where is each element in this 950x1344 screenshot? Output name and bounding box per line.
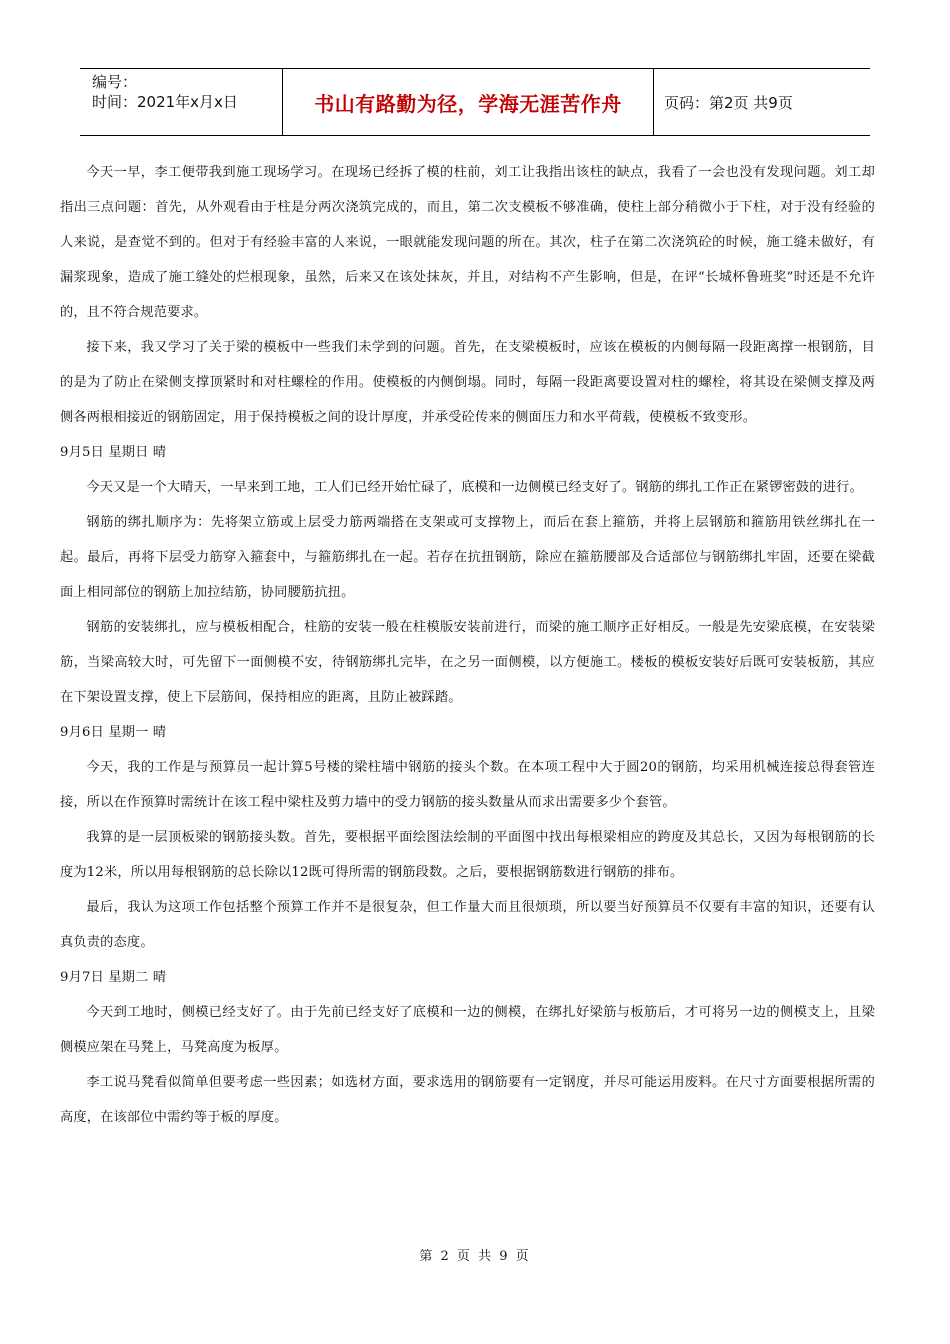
body-paragraph: 我算的是一层顶板梁的钢筋接头数。首先，要根据平面绘图法绘制的平面图中找出每根梁相应的跨度及其总长，又因为每根钢筋的长度为12米，所以用每根钢筋的总长除以12既可得所需的钢筋段数。之后，要根据钢筋数进行钢筋的排布。 [60, 830, 875, 880]
body-paragraph: 接下来，我又学习了关于梁的模板中一些我们未学到的问题。首先，在支梁模板时，应该在模板的内侧每隔一段距离撑一根钢筋，目的是为了防止在梁侧支撑顶紧时和对柱螺栓的作用。使模板的内侧倒塌。同时，每隔一段距离要设置对柱的螺栓，将其设在梁侧支撑及两侧各两根相接近的钢筋固定，用于保持模板之间的设计厚度，并承受砼传来的侧面压力和水平荷载，使模板不致变形。 [60, 340, 875, 425]
diary-date-heading: 9月7日 星期二 晴 [60, 970, 167, 985]
body-paragraph: 今天一早，李工便带我到施工现场学习。在现场已经拆了模的柱前，刘工让我指出该柱的缺点，我看了一会也没有发现问题。刘工却指出三点问题：首先，从外观看由于柱是分两次浇筑完成的，而且，第二次支模板不够准确，使柱上部分稍微小于下柱，对于没有经验的人来说，是查觉不到的。但对于有经验丰富的人来说，一眼就能发现问题的所在。其次，柱子在第二次浇筑砼的时候，施工缝未做好，有漏浆现象，造成了施工缝处的烂根现象，虽然，后来又在该处抹灰，并且，对结构不产生影响，但是，在评“长城杯鲁班奖”时还是不允许的，且不符合规范要求。 [60, 165, 875, 320]
body-paragraph: 今天又是一个大晴天，一早来到工地，工人们已经开始忙碌了，底模和一边侧模已经支好了。钢筋的绑扎工作正在紧锣密鼓的进行。 [86, 480, 863, 495]
document-date: 时间：2021年x月x日 [92, 93, 238, 111]
body-paragraph: 最后，我认为这项工作包括整个预算工作并不是很复杂，但工作量大而且很烦琐，所以要当好预算员不仅要有丰富的知识，还要有认真负责的态度。 [60, 900, 875, 950]
header-page-code: 页码：第2页 共9页 [664, 93, 793, 112]
document-header [80, 68, 870, 136]
header-meta [80, 69, 282, 135]
document-number: 编号： [92, 73, 138, 91]
page-footer: 第 2 页 共 9 页 [419, 1249, 531, 1264]
body-paragraph: 李工说马凳看似简单但要考虑一些因素；如选材方面，要求选用的钢筋要有一定钢度，并尽可能运用废料。在尺寸方面要根据所需的高度，在该部位中需约等于板的厚度。 [60, 1075, 875, 1125]
diary-date-heading: 9月6日 星期一 晴 [60, 725, 167, 740]
diary-date-heading: 9月5日 星期日 晴 [60, 445, 167, 460]
header-motto: 书山有路勤为径，学海无涯苦作舟 [282, 69, 654, 135]
body-paragraph: 钢筋的安装绑扎，应与模板相配合，柱筋的安装一般在柱模版安装前进行，而梁的施工顺序正好相反。一般是先安梁底模，在安装梁筋，当梁高较大时，可先留下一面侧模不安，待钢筋绑扎完毕，在之另一面侧模，以方便施工。楼板的模板安装好后既可安装板筋，其应在下架设置支撑，使上下层筋间，保持相应的距离，且防止被踩踏。 [60, 620, 875, 705]
document-body [60, 155, 875, 1135]
body-paragraph: 今天，我的工作是与预算员一起计算5号楼的梁柱墙中钢筋的接头个数。在本项工程中大于圆20的钢筋，均采用机械连接总得套管连接，所以在作预算时需统计在该工程中梁柱及剪力墙中的受力钢筋的接头数量从而求出需要多少个套管。 [60, 760, 875, 810]
body-paragraph: 钢筋的绑扎顺序为：先将架立筋或上层受力筋两端搭在支架或可支撑物上，而后在套上箍筋，并将上层钢筋和箍筋用铁丝绑扎在一起。最后，再将下层受力筋穿入箍套中，与箍筋绑扎在一起。若存在抗扭钢筋，除应在箍筋腰部及合适部位与钢筋绑扎牢固，还要在梁截面上相同部位的钢筋上加拉结筋，协同腰筋抗扭。 [60, 515, 875, 600]
body-paragraph: 今天到工地时，侧模已经支好了。由于先前已经支好了底模和一边的侧模，在绑扎好梁筋与板筋后，才可将另一边的侧模支上，且梁侧模应架在马凳上，马凳高度为板厚。 [60, 1005, 875, 1055]
